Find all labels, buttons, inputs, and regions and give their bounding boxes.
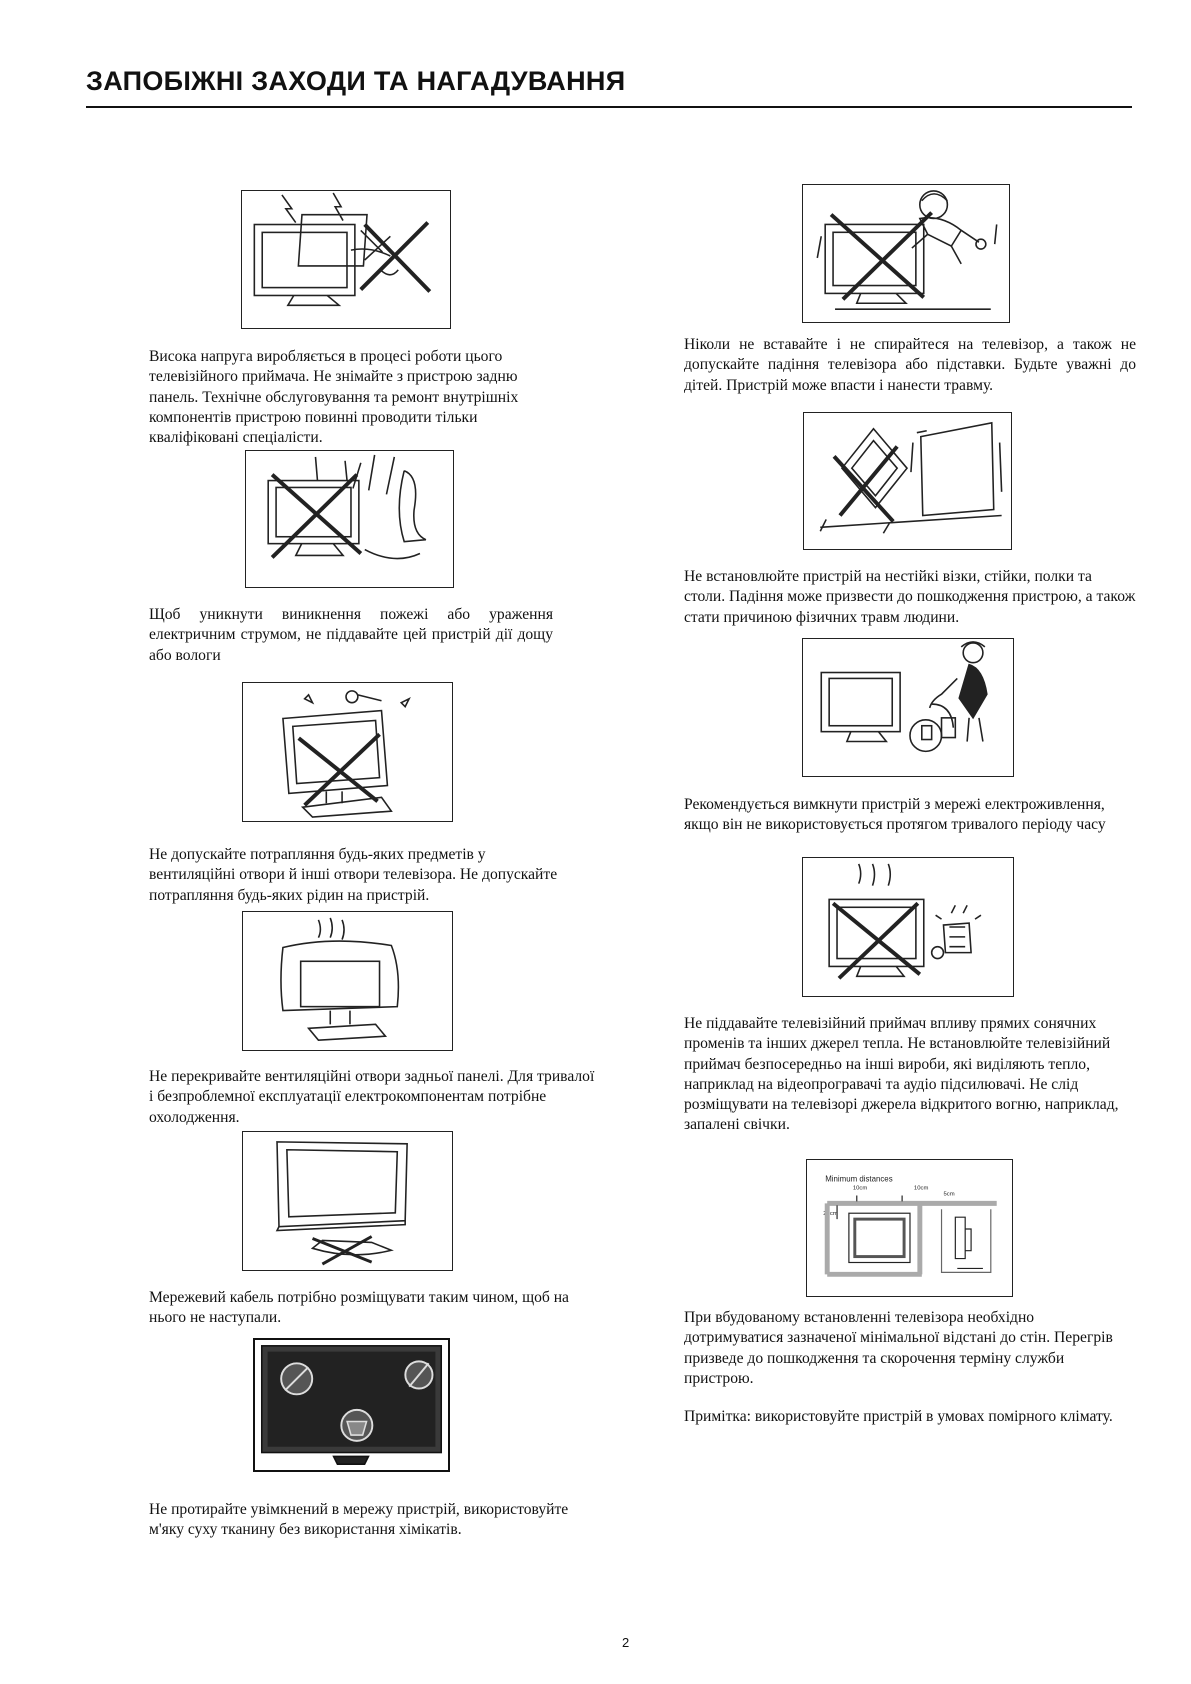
foreign-objects-icon	[242, 682, 453, 822]
distance-label-back: 5cm	[943, 1191, 955, 1198]
distance-label-left: 20cm	[823, 1211, 838, 1218]
page-title: ЗАПОБІЖНІ ЗАХОДИ ТА НАГАДУВАННЯ	[86, 66, 626, 96]
left-text-4: Не перекривайте вентиляційні отвори задньої панелі. Для тривалої і безпроблемної експлуатації електрокомпонентам потрібне охолодження.	[149, 1068, 595, 1126]
distances-title: Minimum distances	[825, 1174, 893, 1184]
child-climbing-icon	[802, 184, 1010, 323]
unplug-icon	[802, 638, 1014, 777]
left-text-1: Висока напруга виробляється в процесі роботи цього телевізійного приймача. Не знімайте з пристрою задню панель. Технічне обслуговування та ремонт внутрішніх компонентів пристрою повинні проводити тільки кваліфіковані спеціалісти.	[149, 348, 519, 447]
heat-source-icon	[802, 857, 1014, 997]
distance-label-side: 10cm	[913, 1185, 929, 1192]
unstable-stand-icon	[803, 412, 1012, 550]
distance-label-top: 10cm	[852, 1185, 868, 1192]
right-text-4: Не піддавайте телевізійний приймач впливу прямих сонячних променів та інших джерел тепла. Не встановлюйте телевізійний приймач безпосередньо на інші вироби, які виділяють тепло, наприклад на відеопрогравачі та аудіо підсилювачі. Не слід розміщувати на телевізорі джерела відкритого вогню, наприклад, запалені свічки.	[684, 1015, 1119, 1134]
minimum-distances-icon	[806, 1159, 1013, 1297]
title-rule	[86, 106, 1132, 108]
left-text-2: Щоб уникнути виникнення пожежі або ураження електричним струмом, не піддавайте цей пристрій дії дощу або вологи	[149, 606, 553, 664]
high-voltage-icon	[241, 190, 451, 329]
climate-note: Примітка: використовуйте пристрій в умовах помірного клімату.	[684, 1408, 1113, 1425]
rain-moisture-icon	[245, 450, 454, 588]
right-text-2: Не встановлюйте пристрій на нестійкі візки, стійки, полки та столи. Падіння може призвести до пошкодження пристрою, а також стати причиною фізичних травм людини.	[684, 568, 1136, 626]
right-text-3: Рекомендується вимкнути пристрій з мережі електроживлення, якщо він не використовується протягом тривалого періоду часу	[684, 796, 1106, 834]
right-text-5: При вбудованому встановленні телевізора необхідно дотримуватися зазначеної мінімальної відстані до стін. Перегрів призведе до пошкодження та скорочення терміну служби пристрою.	[684, 1309, 1113, 1387]
left-text-6: Не протирайте увімкнений в мережу пристрій, використовуйте м'яку суху тканину без використання хімікатів.	[149, 1501, 569, 1539]
power-cable-icon	[242, 1131, 453, 1271]
covered-vents-icon	[242, 911, 453, 1051]
cleaning-icon	[253, 1338, 450, 1472]
left-text-3: Не допускайте потрапляння будь-яких предметів у вентиляційні отвори й інші отвори телевізора. Не допускайте потрапляння будь-яких рідин на пристрій.	[149, 846, 558, 904]
page-number: 2	[622, 1635, 630, 1650]
right-text-1: Ніколи не вставайте і не спирайтеся на телевізор, а також не допускайте падіння телевізора або підставки. Будьте уважні до дітей. Пристрій може впасти і нанести травму.	[684, 336, 1136, 394]
left-text-5: Мережевий кабель потрібно розміщувати таким чином, щоб на нього не наступали.	[149, 1289, 569, 1327]
